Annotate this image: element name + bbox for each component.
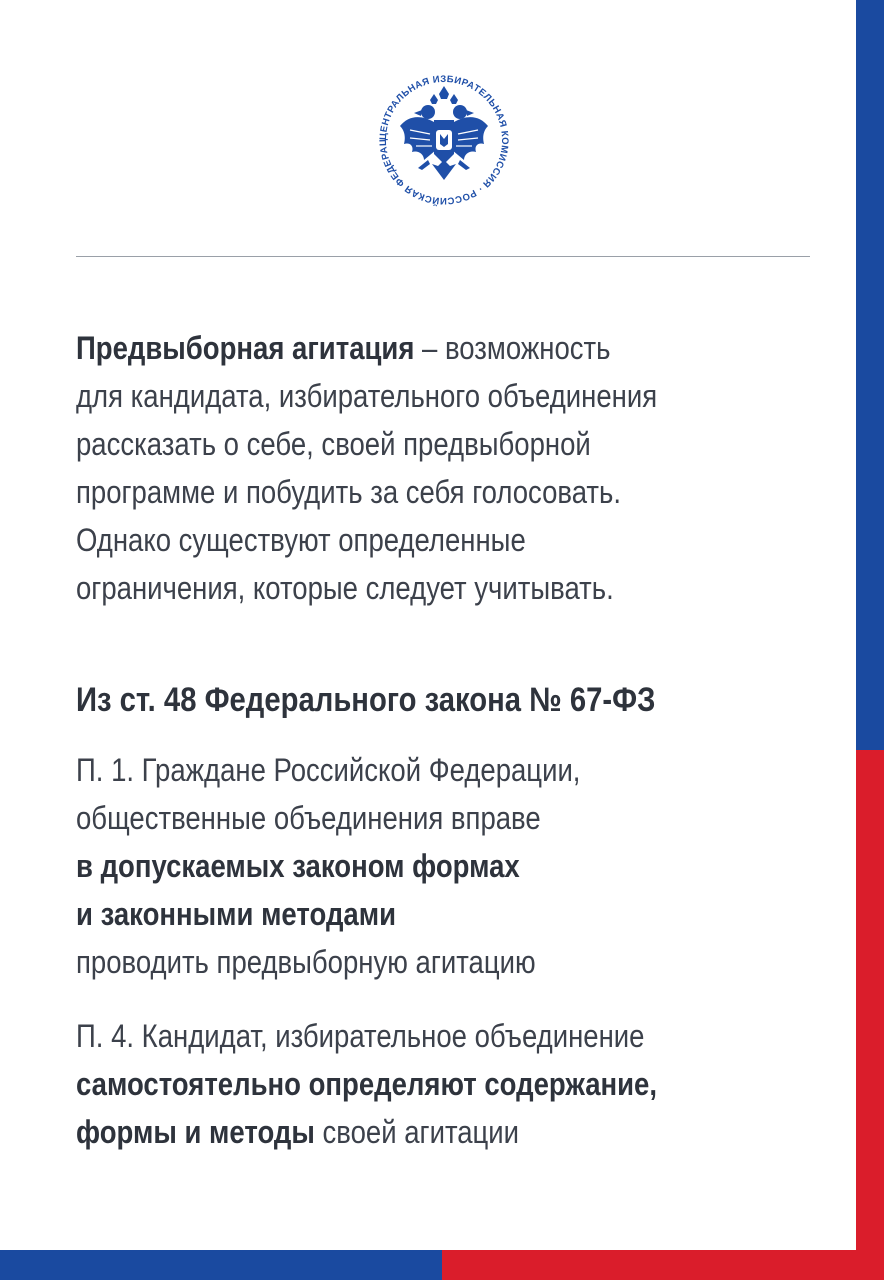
clause-4 xyxy=(76,1012,738,1156)
intro-line-6: ограничения, которые следует учитывать. xyxy=(76,570,614,606)
flag-stripe-bottom-red xyxy=(442,1250,884,1280)
flag-stripe-bottom-blue xyxy=(0,1250,442,1280)
clause-1-line-5: проводить предвыборную агитацию xyxy=(76,944,536,980)
clause-1-line-2: общественные объединения вправе xyxy=(76,800,541,836)
clause-4-line-2: самостоятельно определяют содержание, xyxy=(76,1066,657,1102)
intro-line-2: для кандидата, избирательного объединения xyxy=(76,378,658,414)
double-headed-eagle-seal-icon xyxy=(368,64,520,216)
flag-stripe-right-blue xyxy=(856,0,884,750)
clause-4-line-3-rest: своей агитации xyxy=(314,1114,520,1150)
clause-1 xyxy=(76,746,738,986)
flag-stripe-right-red xyxy=(856,750,884,1280)
header-divider xyxy=(76,256,810,257)
intro-line-5: Однако существуют определенные xyxy=(76,522,526,558)
intro-line-4: программе и побудить за себя голосовать. xyxy=(76,474,622,510)
clause-4-line-3 xyxy=(76,1108,738,1156)
clause-4-line-1: П. 4. Кандидат, избирательное объединение xyxy=(76,1018,645,1054)
emblem-ring-text: ЦЕНТРАЛЬНАЯ ИЗБИРАТЕЛЬНАЯ КОМИССИЯ · РОССИЙСКАЯ ФЕДЕРАЦ xyxy=(377,73,511,207)
clause-1-line-4: и законными методами xyxy=(76,896,396,932)
law-heading: Из ст. 48 Федерального закона № 67-ФЗ xyxy=(76,681,656,719)
clause-1-line-3: в допускаемых законом формах xyxy=(76,848,520,884)
clause-1-line-1: П. 1. Граждане Российской Федерации, xyxy=(76,752,581,788)
intro-line-1 xyxy=(76,324,738,372)
clause-4-line-3-bold: формы и методы xyxy=(76,1114,315,1150)
intro-line-3: рассказать о себе, своей предвыборной xyxy=(76,426,591,462)
intro-paragraph xyxy=(76,324,738,612)
intro-term: Предвыборная агитация xyxy=(76,330,415,366)
intro-line-1-rest: – возможность xyxy=(414,330,611,366)
